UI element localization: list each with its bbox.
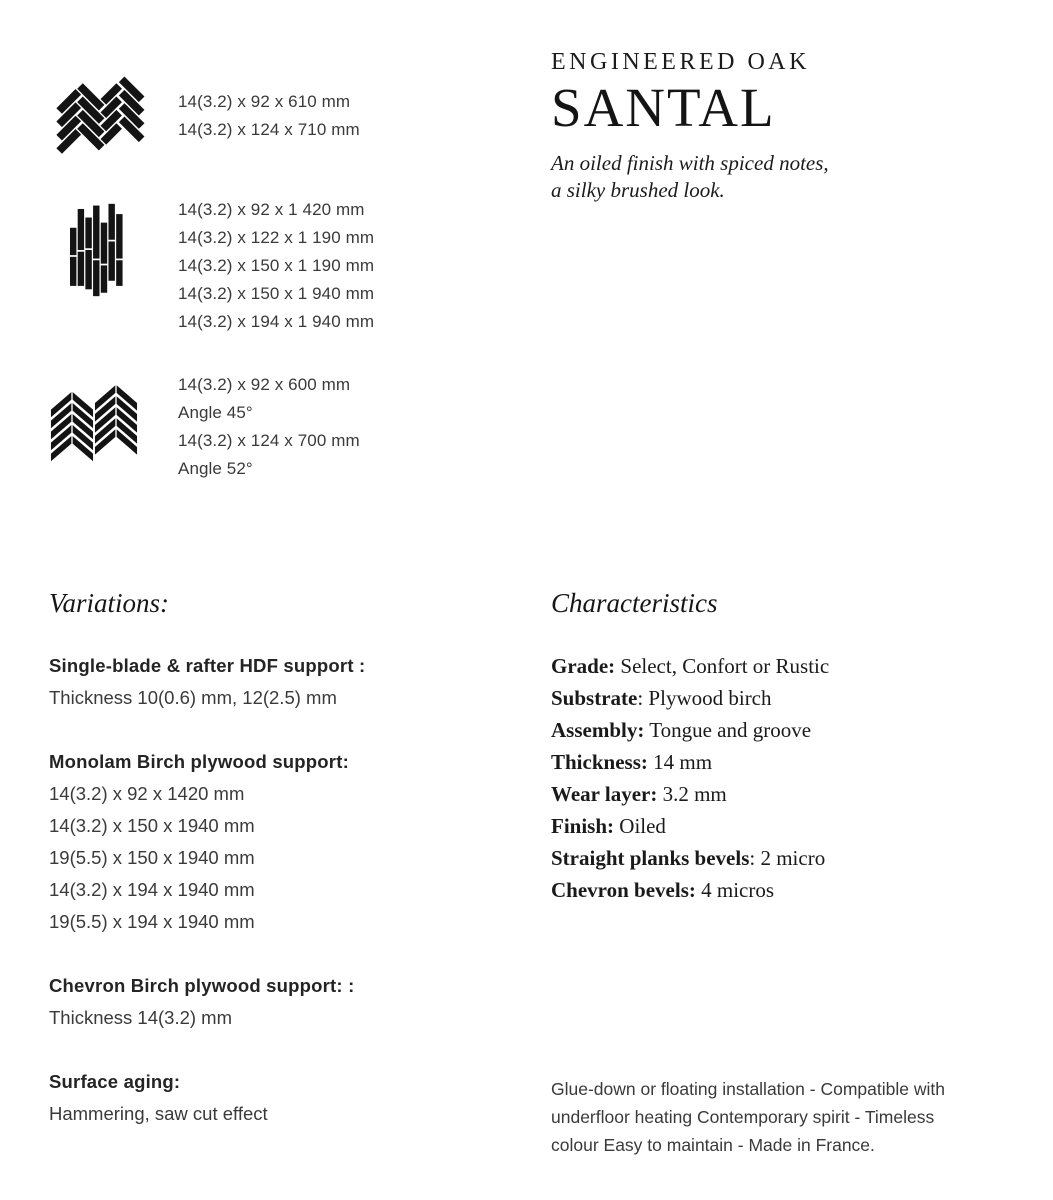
spec-label: Chevron bevels:	[551, 878, 696, 902]
spec-label: Straight planks bevels	[551, 846, 750, 870]
dimension-line: 14(3.2) x 150 x 1 190 mm	[178, 256, 375, 275]
variation-line: 14(3.2) x 92 x 1420 mm	[49, 783, 245, 804]
spec-row	[551, 842, 1011, 874]
spec-value: 3.2 mm	[657, 782, 727, 806]
variation-group	[49, 746, 519, 938]
installation-footnote: Glue-down or floating installation - Compatible with underfloor heating Contemporary spirit - Timeless colour Easy to maintain - Made in France.	[551, 1079, 945, 1155]
dimension-line: 14(3.2) x 92 x 610 mm	[178, 92, 351, 111]
title-block	[551, 46, 1011, 204]
variation-group	[49, 970, 519, 1034]
dimension-line: 14(3.2) x 194 x 1 940 mm	[178, 312, 375, 331]
variation-line: 19(5.5) x 150 x 1940 mm	[49, 847, 255, 868]
chevron-icon	[50, 380, 138, 468]
variations-groups	[49, 650, 519, 1130]
dimension-line: 14(3.2) x 92 x 600 mm	[178, 375, 351, 394]
variations-section	[49, 586, 519, 1162]
variation-group-title: Surface aging:	[49, 1071, 181, 1092]
spec-label: Finish:	[551, 814, 615, 838]
variation-line: Hammering, saw cut effect	[49, 1103, 268, 1124]
spec-row	[551, 746, 1011, 778]
collection-eyebrow: ENGINEERED OAK	[551, 49, 810, 75]
spec-value: Select, Confort or Rustic	[615, 654, 830, 678]
characteristics-heading: Characteristics	[551, 588, 718, 618]
spec-value: Tongue and groove	[644, 718, 812, 742]
spec-row	[551, 682, 1011, 714]
spec-label: Substrate	[551, 686, 638, 710]
spec-label: Wear layer:	[551, 782, 658, 806]
spec-value: 14 mm	[647, 750, 713, 774]
spec-value: : 2 micro	[749, 846, 826, 870]
dimension-line: 14(3.2) x 122 x 1 190 mm	[178, 228, 375, 247]
variation-group	[49, 650, 519, 714]
spec-value: : Plywood birch	[637, 686, 772, 710]
variation-line: 14(3.2) x 194 x 1940 mm	[49, 879, 255, 900]
spec-row	[551, 650, 1011, 682]
spec-row	[551, 714, 1011, 746]
spec-row	[551, 778, 1011, 810]
variation-line: Thickness 14(3.2) mm	[49, 1007, 232, 1028]
angle-line: Angle 52°	[178, 459, 253, 478]
chevron-dimensions-list	[178, 371, 360, 483]
spec-value: Oiled	[614, 814, 666, 838]
straight-planks-icon	[70, 202, 123, 298]
variation-line: 14(3.2) x 150 x 1940 mm	[49, 815, 255, 836]
variations-heading: Variations:	[49, 588, 170, 618]
dimension-line: 14(3.2) x 124 x 710 mm	[178, 120, 360, 139]
spec-value: 4 micros	[695, 878, 775, 902]
straight-planks-dimensions-list	[178, 196, 374, 336]
tagline-line: An oiled finish with spiced notes,	[551, 151, 829, 175]
variation-line: 19(5.5) x 194 x 1940 mm	[49, 911, 255, 932]
tagline-line: a silky brushed look.	[551, 178, 725, 202]
product-tagline	[551, 150, 1011, 204]
dimension-line: 14(3.2) x 150 x 1 940 mm	[178, 284, 375, 303]
characteristics-section	[551, 586, 1011, 906]
angle-line: Angle 45°	[178, 403, 253, 422]
variation-group	[49, 1066, 519, 1130]
herringbone-icon	[55, 76, 145, 156]
variation-group-title: Chevron Birch plywood support: :	[49, 975, 355, 996]
variation-group-title: Monolam Birch plywood support:	[49, 751, 349, 772]
spec-label: Assembly:	[551, 718, 645, 742]
dimension-line: 14(3.2) x 124 x 700 mm	[178, 431, 360, 450]
spec-label: Grade:	[551, 654, 616, 678]
characteristics-specs	[551, 650, 1011, 906]
dimension-line: 14(3.2) x 92 x 1 420 mm	[178, 200, 365, 219]
product-name: SANTAL	[551, 77, 776, 138]
variation-line: Thickness 10(0.6) mm, 12(2.5) mm	[49, 687, 337, 708]
spec-row	[551, 874, 1011, 906]
spec-row	[551, 810, 1011, 842]
herringbone-dimensions-list	[178, 88, 360, 144]
spec-label: Thickness:	[551, 750, 648, 774]
variation-group-title: Single-blade & rafter HDF support :	[49, 655, 366, 676]
